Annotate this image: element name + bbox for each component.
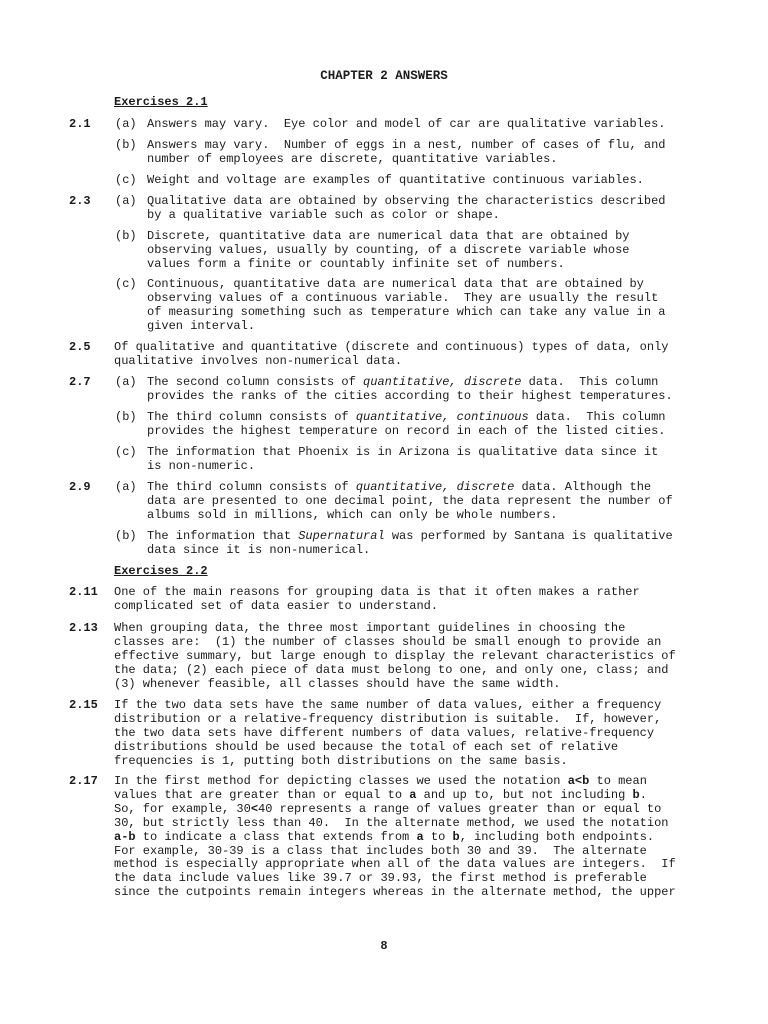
part-label-c: (c) — [115, 173, 137, 187]
exercise-number-2-7: 2.7 — [69, 375, 91, 389]
section-heading-exercises-2-2: Exercises 2.2 — [114, 564, 208, 578]
answer-2-7-c: The information that Phoenix is in Arizona is qualitative data since it is non-numeric. — [147, 445, 659, 473]
part-label-a: (a) — [115, 194, 137, 208]
exercise-number-2-5: 2.5 — [69, 340, 91, 354]
answer-2-1-c: Weight and voltage are examples of quantitative continuous variables. — [147, 173, 644, 187]
part-label-b: (b) — [115, 138, 137, 152]
page-number: 8 — [380, 939, 388, 953]
part-label-a: (a) — [115, 480, 137, 494]
answer-2-9-a: The third column consists of quantitative, discrete data. Although the data are presented to one decimal point, the data represent the number of albums sold in millions, which can only be whole numbers. — [147, 480, 673, 522]
exercise-number-2-3: 2.3 — [69, 194, 91, 208]
answer-2-3-b: Discrete, quantitative data are numerical data that are obtained by observing values, usually by counting, of a discrete variable whose values form a finite or countably infinite set of numbers. — [147, 229, 630, 271]
answer-2-1-a: Answers may vary. Eye color and model of car are qualitative variables. — [147, 117, 666, 131]
exercise-number-2-1: 2.1 — [69, 117, 91, 131]
emphasis-text: quantitative, discrete — [355, 480, 515, 494]
answer-2-13: When grouping data, the three most important guidelines in choosing the classes are: (1) the number of classes should be small enough to provide an effective summary, but large enough to display the relevant characteristics of the data; (2) each piece of data must belong to one, and only one, class; and (3) whenever feasible, all classes should have the same width. — [114, 621, 676, 691]
part-label-b: (b) — [115, 410, 137, 424]
exercise-number-2-17: 2.17 — [69, 774, 98, 788]
answer-2-7-a: The second column consists of quantitative, discrete data. This column provides the ranks of the cities according to their highest temperatures. — [147, 375, 673, 403]
exercise-number-2-13: 2.13 — [69, 621, 98, 635]
part-label-c: (c) — [115, 445, 137, 459]
part-label-b: (b) — [115, 529, 137, 543]
emphasis-text: quantitative, continuous — [355, 410, 529, 424]
answer-2-17: In the first method for depicting classes we used the notation a<b to mean values that are greater than or equal to a and up to, but not including b. So, for example, 30<40 represents a range of values greater than or equal to 30, but strictly less than 40. In the alternate method, we used the notation a-b to indicate a class that extends from a to b, including both endpoints. For example, 30-39 is a class that includes both 30 and 39. The alternate method is especially appropriate when all of the data values are integers. If the data include values like 39.7 or 39.93, the first method is preferable since the cutpoints remain integers whereas in the alternate method, the upper — [114, 774, 676, 900]
part-label-c: (c) — [115, 277, 137, 291]
answer-2-3-a: Qualitative data are obtained by observing the characteristics described by a qualitative variable such as color or shape. — [147, 194, 666, 222]
chapter-title: CHAPTER 2 ANSWERS — [320, 69, 448, 83]
answer-2-9-b: The information that Supernatural was performed by Santana is qualitative data since it is non-numerical. — [147, 529, 673, 557]
section-heading-exercises-2-1: Exercises 2.1 — [114, 95, 208, 109]
part-label-b: (b) — [115, 229, 137, 243]
exercise-number-2-11: 2.11 — [69, 585, 98, 599]
emphasis-text: quantitative, discrete — [363, 375, 522, 389]
exercise-number-2-9: 2.9 — [69, 480, 91, 494]
answer-2-3-c: Continuous, quantitative data are numerical data that are obtained by observing values of a continuous variable. They are usually the result of measuring something such as temperature which can take any value in a given interval. — [147, 277, 666, 333]
part-label-a: (a) — [115, 375, 137, 389]
exercise-number-2-15: 2.15 — [69, 698, 98, 712]
part-label-a: (a) — [115, 117, 137, 131]
answer-2-15: If the two data sets have the same number of data values, either a frequency distribution or a relative-frequency distribution is suitable. If, however, the two data sets have different numbers of data values, relative-frequency distributions should be used because the total of each set of relative frequencies is 1, putting both distributions on the same basis. — [114, 698, 662, 768]
answer-2-5: Of qualitative and quantitative (discrete and continuous) types of data, only qualitative involves non-numerical data. — [114, 340, 669, 368]
answer-2-1-b: Answers may vary. Number of eggs in a nest, number of cases of flu, and number of employees are discrete, quantitative variables. — [147, 138, 666, 166]
answer-2-7-b: The third column consists of quantitative, continuous data. This column provides the highest temperature on record in each of the listed cities. — [147, 410, 666, 438]
emphasis-text: Supernatural — [298, 529, 385, 543]
answer-2-11: One of the main reasons for grouping data is that it often makes a rather complicated set of data easier to understand. — [114, 585, 640, 613]
